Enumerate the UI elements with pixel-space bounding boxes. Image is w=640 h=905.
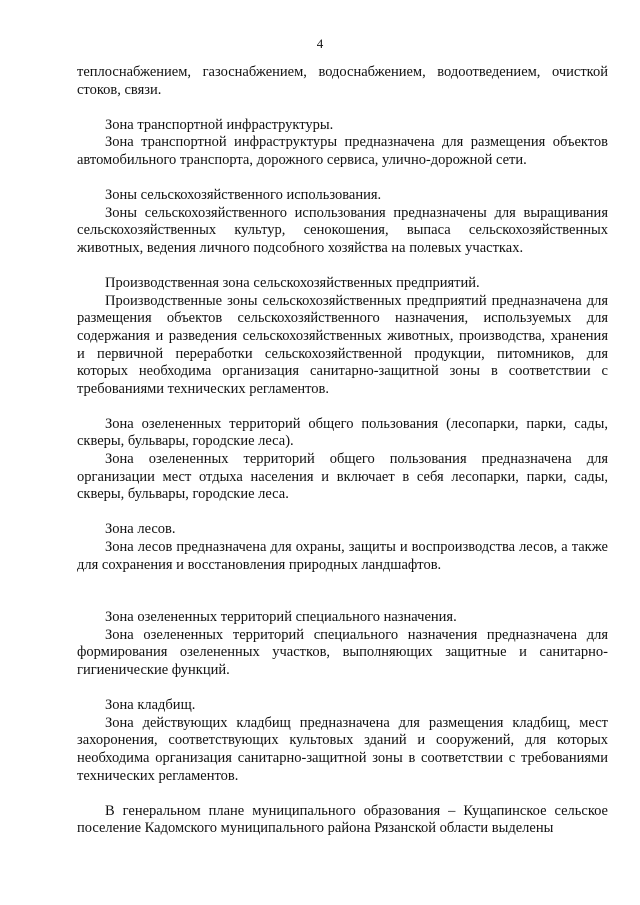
paragraph: Зона лесов предназначена для охраны, защиты и воспроизводства лесов, а также для сохранения и восстановления природных ландшафтов. (77, 539, 608, 573)
paragraph: Зона озелененных территорий общего пользования (лесопарки, парки, сады, скверы, бульвары, городские леса). (77, 415, 608, 450)
section-heading: Зона озелененных территорий специального назначения. (105, 609, 457, 626)
spacer (77, 574, 608, 609)
paragraph: Зона транспортной инфраструктуры предназначена для размещения объектов автомобильного транспорта, дорожного сервиса, улично-дорожной сети. (77, 134, 608, 168)
paragraph: Зоны сельскохозяйственного использования предназначены для выращивания сельскохозяйственных культур, сенокошения, выпаса сельскохозяйственных животных, ведения личного подсобного хозяйства на полевых участках. (77, 204, 608, 256)
paragraph: Зона озелененных территорий специального назначения предназначена для формирования озелененных участков, выполняющих защитные и санитарно-гигиенические функций. (77, 626, 608, 678)
spacer (77, 258, 608, 276)
spacer (77, 99, 608, 117)
paragraph: Производственные зоны сельскохозяйственных предприятий предназначена для размещения объектов сельскохозяйственного назначения, используемых для содержания и разведения сельскохозяйственных животных, производства, хранения и первичной переработки сельскохозяйственной продукции, питомников, для которых необходима организация санитарно-защитной зоны в соответствии с требованиями технических регламентов. (77, 292, 608, 397)
page-number: 4 (316, 36, 324, 51)
document-body (77, 64, 608, 838)
paragraph: В генеральном плане муниципального образования – Кущапинское сельское поселение Кадомского муниципального района Рязанской области выделены (77, 802, 608, 837)
section-heading: Зона лесов. (105, 521, 176, 538)
section-heading: Производственная зона сельскохозяйственных предприятий. (105, 275, 480, 292)
spacer (77, 680, 608, 698)
paragraph-continuation: теплоснабжением, газоснабжением, водоснабжением, водоотведением, очисткой стоков, связи. (77, 64, 608, 98)
spacer (77, 504, 608, 522)
spacer (77, 785, 608, 803)
paragraph: Зона действующих кладбищ предназначена для размещения кладбищ, мест захоронения, соответствующих культовых зданий и сооружений, для которых необходима организация санитарно-защитной зоны в соответствии с требованиями технических регламентов. (77, 714, 608, 784)
section-heading: Зона кладбищ. (105, 697, 196, 714)
section-heading: Зона транспортной инфраструктуры. (105, 116, 334, 133)
spacer (77, 170, 608, 188)
section-heading: Зоны сельскохозяйственного использования. (105, 187, 382, 204)
spacer (77, 398, 608, 416)
paragraph: Зона озелененных территорий общего пользования предназначена для организации мест отдыха населения и включает в себя лесопарки, парки, сады, скверы, бульвары, городские леса. (77, 451, 608, 503)
